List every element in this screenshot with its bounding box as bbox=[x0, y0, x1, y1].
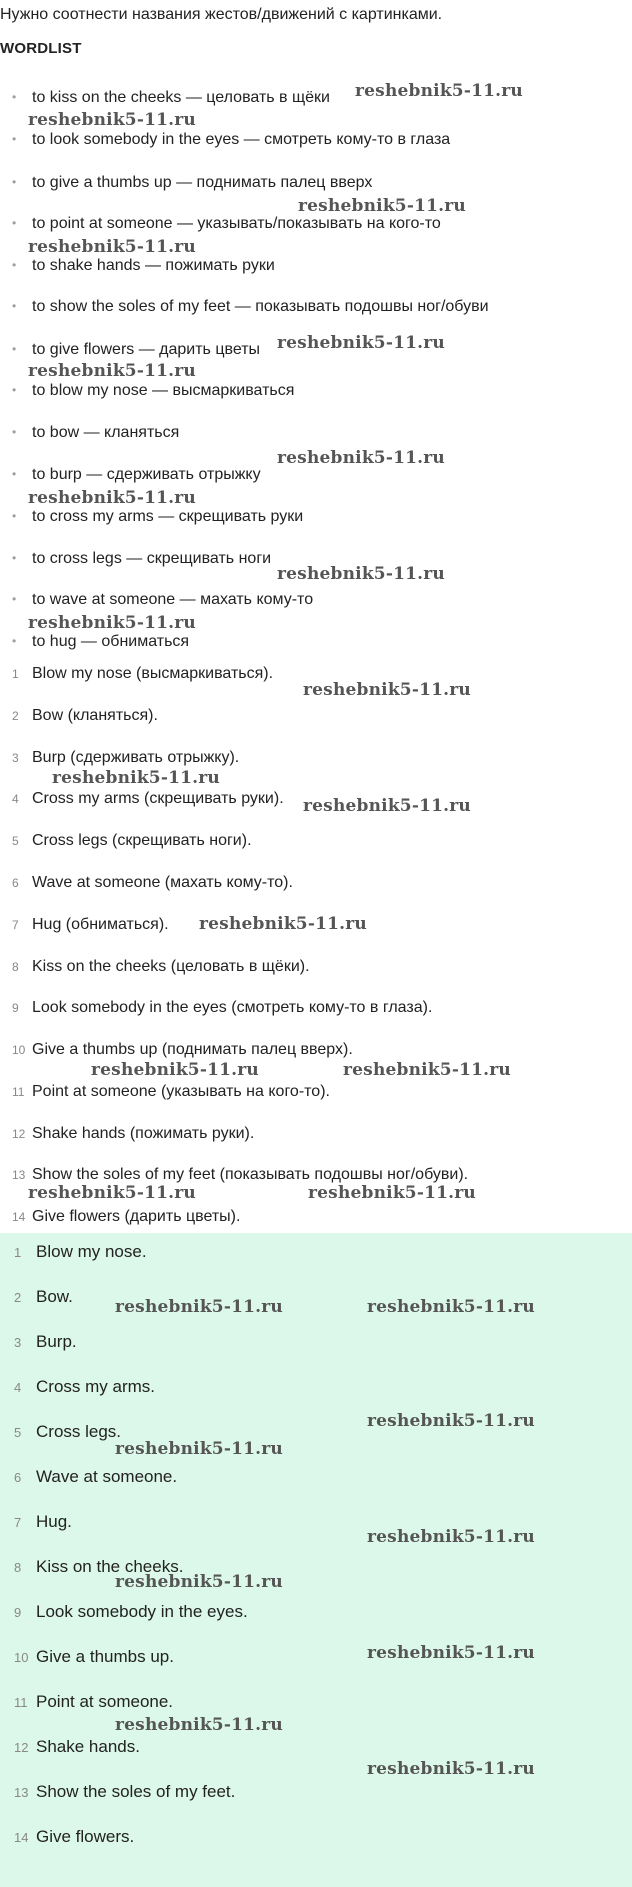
intro-text: Нужно соотнести названия жестов/движений с картинками. bbox=[0, 6, 443, 23]
bullet-icon: • bbox=[12, 509, 17, 523]
bullet-icon: • bbox=[12, 551, 17, 565]
wordlist-item: • to shake hands — пожимать руки bbox=[12, 257, 275, 274]
wordlist-item: • to give a thumbs up — поднимать палец вверх bbox=[12, 174, 373, 191]
watermark: reshebnik5-11.ru bbox=[367, 1759, 535, 1779]
wordlist-item: • to point at someone — указывать/показывать на кого-то bbox=[12, 215, 441, 232]
watermark: reshebnik5-11.ru bbox=[303, 680, 471, 700]
wordlist-item: • to kiss on the cheeks — целовать в щёки bbox=[12, 89, 330, 106]
bullet-icon: • bbox=[12, 175, 17, 189]
bullet-icon: • bbox=[12, 634, 17, 648]
answer-item: 3 Burp. bbox=[14, 1332, 77, 1351]
bullet-icon: • bbox=[12, 592, 17, 606]
bullet-icon: • bbox=[12, 258, 17, 272]
watermark: reshebnik5-11.ru bbox=[298, 196, 466, 216]
watermark: reshebnik5-11.ru bbox=[91, 1060, 259, 1080]
watermark: reshebnik5-11.ru bbox=[367, 1643, 535, 1663]
answer-item: 10 Give a thumbs up. bbox=[14, 1647, 174, 1666]
watermark: reshebnik5-11.ru bbox=[52, 768, 220, 788]
wordlist-item: • to blow my nose — высмаркиваться bbox=[12, 382, 295, 399]
answer-item: 4 Cross my arms. bbox=[14, 1377, 155, 1396]
wordlist-item: • to give flowers — дарить цветы bbox=[12, 341, 261, 358]
watermark: reshebnik5-11.ru bbox=[277, 333, 445, 353]
answer-item: 5 Cross legs. bbox=[14, 1422, 122, 1441]
answer-item: 1 Blow my nose. bbox=[14, 1242, 147, 1261]
watermark: reshebnik5-11.ru bbox=[277, 448, 445, 468]
bullet-icon: • bbox=[12, 299, 17, 313]
answers-panel bbox=[0, 1233, 632, 1887]
watermark: reshebnik5-11.ru bbox=[277, 564, 445, 584]
translation-item: 13 Show the soles of my feet (показывать подошвы ног/обуви). bbox=[12, 1166, 469, 1183]
answer-item: 13 Show the soles of my feet. bbox=[14, 1782, 236, 1801]
watermark: reshebnik5-11.ru bbox=[115, 1715, 283, 1735]
watermark: reshebnik5-11.ru bbox=[367, 1411, 535, 1431]
wordlist-heading: WORDLIST bbox=[0, 40, 82, 57]
translation-item: 8 Kiss on the cheeks (целовать в щёки). bbox=[12, 958, 310, 975]
watermark: reshebnik5-11.ru bbox=[303, 796, 471, 816]
watermark: reshebnik5-11.ru bbox=[28, 237, 196, 257]
translation-item: 10 Give a thumbs up (поднимать палец вверх). bbox=[12, 1041, 353, 1058]
answer-item: 6 Wave at someone. bbox=[14, 1467, 178, 1486]
wordlist-item: • to cross my arms — скрещивать руки bbox=[12, 508, 304, 525]
translation-item: 1 Blow my nose (высмаркиваться). bbox=[12, 665, 274, 682]
watermark: reshebnik5-11.ru bbox=[28, 488, 196, 508]
watermark: reshebnik5-11.ru bbox=[367, 1527, 535, 1547]
watermark: reshebnik5-11.ru bbox=[28, 361, 196, 381]
wordlist-item: • to show the soles of my feet — показывать подошвы ног/обуви bbox=[12, 298, 489, 315]
wordlist-item: • to hug — обниматься bbox=[12, 633, 190, 650]
bullet-icon: • bbox=[12, 90, 17, 104]
watermark: reshebnik5-11.ru bbox=[28, 1183, 196, 1203]
answer-item: 9 Look somebody in the eyes. bbox=[14, 1602, 248, 1621]
wordlist-item: • to bow — кланяться bbox=[12, 424, 180, 441]
answer-item: 12 Shake hands. bbox=[14, 1737, 140, 1756]
watermark: reshebnik5-11.ru bbox=[308, 1183, 476, 1203]
answer-item: 2 Bow. bbox=[14, 1287, 73, 1306]
answer-item: 11 Point at someone. bbox=[14, 1692, 174, 1711]
bullet-icon: • bbox=[12, 383, 17, 397]
bullet-icon: • bbox=[12, 216, 17, 230]
watermark: reshebnik5-11.ru bbox=[115, 1572, 283, 1592]
wordlist-item: • to cross legs — скрещивать ноги bbox=[12, 550, 272, 567]
wordlist-item: • to wave at someone — махать кому-то bbox=[12, 591, 314, 608]
watermark: reshebnik5-11.ru bbox=[355, 81, 523, 101]
watermark: reshebnik5-11.ru bbox=[367, 1297, 535, 1317]
watermark: reshebnik5-11.ru bbox=[199, 914, 367, 934]
watermark: reshebnik5-11.ru bbox=[28, 613, 196, 633]
watermark: reshebnik5-11.ru bbox=[115, 1297, 283, 1317]
translation-item: 11 Point at someone (указывать на кого-то). bbox=[12, 1083, 330, 1100]
translation-item: 4 Cross my arms (скрещивать руки). bbox=[12, 790, 284, 807]
answer-item: 8 Kiss on the cheeks. bbox=[14, 1557, 184, 1576]
translation-item: 2 Bow (кланяться). bbox=[12, 707, 158, 724]
watermark: reshebnik5-11.ru bbox=[343, 1060, 511, 1080]
translation-item: 12 Shake hands (пожимать руки). bbox=[12, 1125, 255, 1142]
translation-item: 14 Give flowers (дарить цветы). bbox=[12, 1208, 241, 1225]
bullet-icon: • bbox=[12, 132, 17, 146]
wordlist-item: • to look somebody in the eyes — смотреть кому-то в глаза bbox=[12, 131, 451, 148]
watermark: reshebnik5-11.ru bbox=[115, 1439, 283, 1459]
translation-item: 7 Hug (обниматься). bbox=[12, 916, 169, 933]
answer-item: 14 Give flowers. bbox=[14, 1827, 135, 1846]
translation-item: 3 Burp (сдерживать отрыжку). bbox=[12, 749, 240, 766]
bullet-icon: • bbox=[12, 342, 17, 356]
translation-item: 5 Cross legs (скрещивать ноги). bbox=[12, 832, 252, 849]
bullet-icon: • bbox=[12, 467, 17, 481]
answer-item: 7 Hug. bbox=[14, 1512, 72, 1531]
translation-item: 6 Wave at someone (махать кому-то). bbox=[12, 874, 293, 891]
watermark: reshebnik5-11.ru bbox=[28, 110, 196, 130]
wordlist-item: • to burp — сдерживать отрыжку bbox=[12, 466, 261, 483]
translation-item: 9 Look somebody in the eyes (смотреть кому-то в глаза). bbox=[12, 999, 433, 1016]
bullet-icon: • bbox=[12, 425, 17, 439]
